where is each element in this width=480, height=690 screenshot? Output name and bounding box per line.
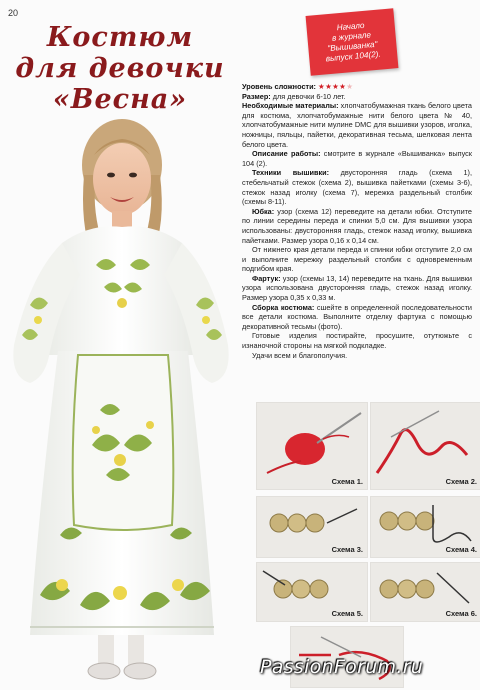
scheme-3-label: Схема 3. — [331, 545, 363, 554]
description-line — [242, 149, 472, 168]
skirt-hem-line: От нижнего края детали переда и спинки юбки отступите 2,0 см и выполните мережку раздельный столбик с одновременным подгибом края. — [242, 245, 472, 274]
assembly-label: Сборка костюма: — [252, 302, 315, 312]
title-line-3: «Весна» — [52, 84, 188, 115]
size-line — [242, 92, 472, 102]
scheme-1-label: Схема 1. — [331, 477, 363, 486]
sticker-line-4: выпуск 104(2). — [325, 49, 382, 64]
size-label: Размер: — [242, 91, 271, 101]
assembly-value: сшейте в определенной последовательности все детали костюма. Выполните отделку фартука с помощью декоративной тесьмы (фото). — [242, 302, 472, 331]
materials-value: хлопчатобумажная ткань белого цвета для костюма, хлопчатобумажные нити белого цвета № 40, хлопчатобумажные нити мулине DMC для вышивки узоров, иголка, ножницы, пяльцы, пайетки, декоративная тесьма, шелковая лента белого цвета. — [242, 101, 472, 149]
skirt-line — [242, 207, 472, 245]
assembly-line — [242, 303, 472, 332]
article-text — [242, 82, 472, 360]
size-value: для девочки 6-10 лет. — [272, 91, 346, 101]
title-line-1: Костюм — [46, 22, 194, 53]
scheme-1-photo — [256, 402, 368, 490]
description-label: Описание работы: — [252, 149, 321, 159]
source-sticker — [306, 8, 399, 75]
scheme-2-label: Схема 2. — [445, 477, 477, 486]
difficulty-label: Уровень сложности: — [242, 82, 316, 91]
skirt-label: Юбка: — [252, 206, 275, 216]
title-line-2: для девочки — [15, 53, 225, 84]
scheme-5-photo — [256, 562, 368, 622]
finishing-line: Готовые изделия постирайте, просушите, отутюжьте с изнаночной стороны на мягкой подкладке. — [242, 331, 472, 351]
materials-line — [242, 101, 472, 149]
scheme-5-label: Схема 5. — [331, 609, 363, 618]
scheme-4-label: Схема 4. — [445, 545, 477, 554]
costume-photo — [0, 115, 240, 690]
skirt-value: узор (схема 12) переведите на детали юбки. Отступите по линии середины переда и спинки 5,0 см. Для вышивки узора использованы: двусторонняя гладь, стежок назад иголку, вышивка пайетками. Размер узора 0,16 х 0,14 см. — [242, 206, 472, 245]
sticker-line-2: в журнале — [331, 30, 372, 43]
scheme-6-label: Схема 6. — [445, 609, 477, 618]
difficulty-stars — [318, 82, 353, 91]
page-number: 20 — [8, 8, 19, 18]
sticker-line-1: Начало — [336, 20, 365, 33]
watermark: PassionForum.ru — [260, 656, 424, 678]
scheme-3-photo — [256, 496, 368, 558]
closing-line: Удачи всем и благополучия. — [252, 350, 348, 360]
description-value: смотрите в журнале «Вышиванка» выпуск 104 (2). — [242, 149, 472, 168]
scheme-4-photo — [370, 496, 480, 558]
techniques-value: двусторонняя гладь (схема 1), стебельчатый стежок (схема 2), вышивка пайетками (схемы 3-6), стежок назад иголку (схема 7), мережка раздельный столбик (схемы 8-11). — [242, 168, 473, 207]
star-icon-empty: ★ — [346, 82, 354, 91]
sticker-line-3: "Вышиванка" — [326, 39, 378, 54]
difficulty-line — [242, 82, 472, 92]
scheme-2-photo — [370, 402, 480, 490]
apron-label: Фартук: — [252, 273, 281, 283]
materials-label: Необходимые материалы: — [242, 101, 339, 111]
page-title — [6, 22, 234, 115]
techniques-line — [242, 168, 472, 206]
apron-line — [242, 274, 472, 303]
techniques-label: Техники вышивки: — [252, 168, 330, 178]
apron-value: узор (схемы 13, 14) переведите на ткань. Для вышивки узора использована двусторонняя гладь, стежок назад иголку. Размер узора 0,35 х 0,33 м. — [242, 273, 472, 303]
scheme-6-photo — [370, 562, 480, 622]
star-icon-filled: ★★★★ — [318, 82, 347, 91]
